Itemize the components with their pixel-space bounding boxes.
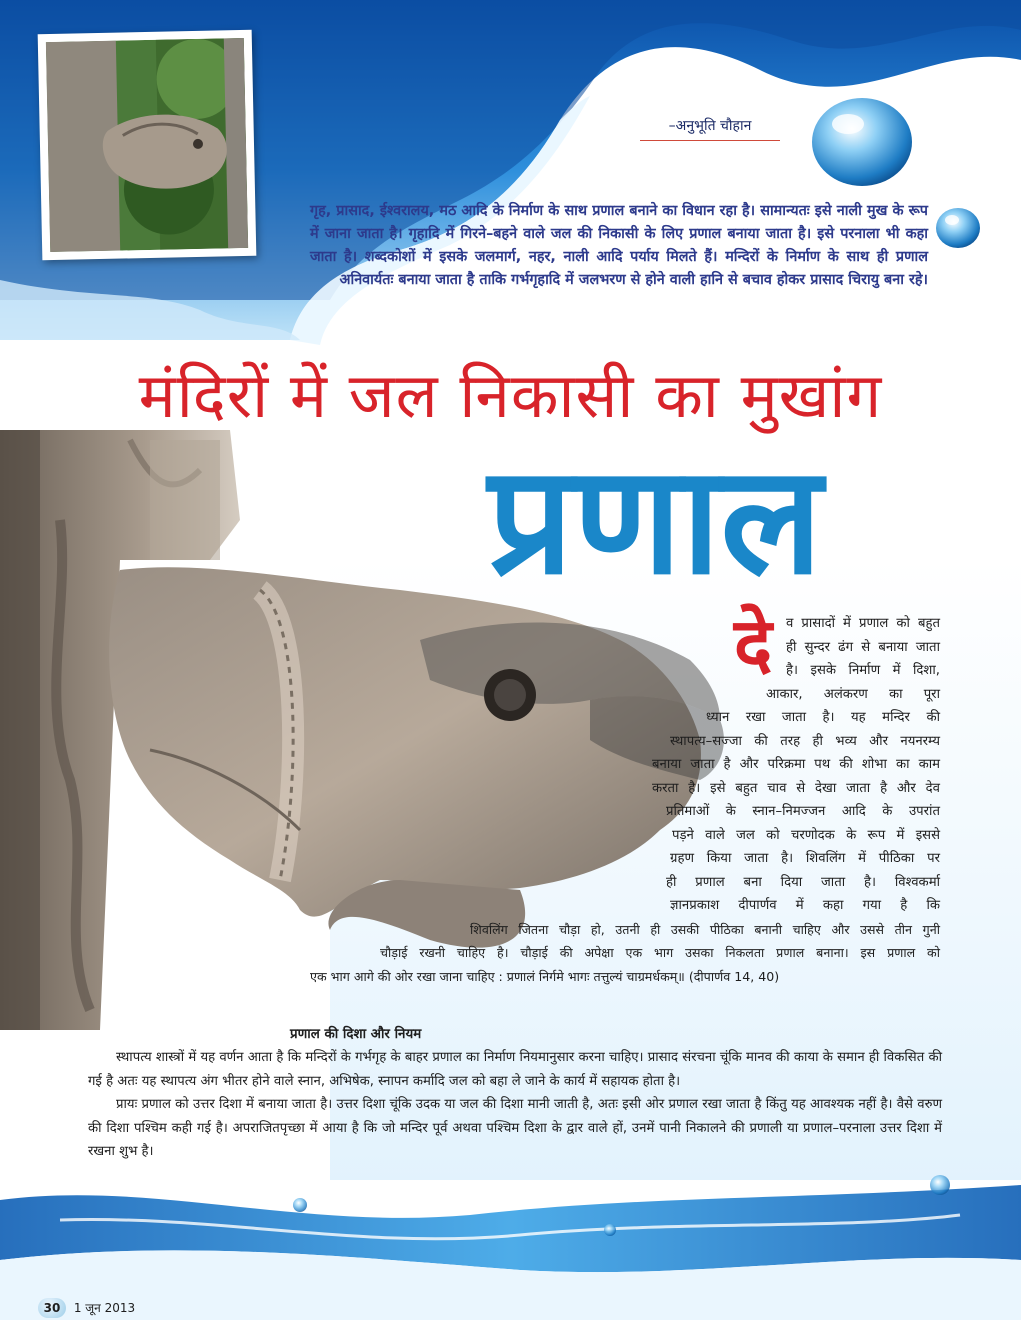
drop-cap: दे bbox=[734, 602, 773, 686]
stone-gargoyle-photo bbox=[46, 38, 248, 252]
section-body bbox=[88, 1046, 942, 1164]
author-byline: –अनुभूति चौहान bbox=[640, 116, 780, 141]
section-paragraph: प्रायः प्रणाल को उत्तर दिशा में बनाया जाता है। उत्तर दिशा चूंकि उदक या जल की दिशा मानी जाती है, अतः इसी ओर प्रणाल रखा जाता है किंतु यह आवश्यक नहीं है। वैसे वरुण की दिशा पश्चिम कही गई है। अपराजितपृच्छा में आया है कि जो मन्दिर पूर्व अथवा पश्चिम दिशा के द्वार वाले हों, उनमें पानी निकालने की प्रणाली या प्रणाल–परनाला उत्तर दिशा में रखना शुभ है। bbox=[88, 1097, 942, 1159]
headline: मंदिरों में जल निकासी का मुखांग bbox=[138, 359, 883, 432]
article-line: ज्ञानप्रकाश दीपार्णव में कहा गया है कि bbox=[670, 898, 940, 913]
article-line: आकार, अलंकरण का पूरा bbox=[766, 686, 940, 702]
article-line: ध्यान रखा जाता है। यह मन्दिर की bbox=[706, 710, 940, 725]
article-line: एक भाग आगे की ओर रखा जाना चाहिए : प्रणालं निर्गमे भागः तत्तुल्यं चाग्रमर्धकम्॥ (दीपार्णव 14, 40) bbox=[310, 968, 780, 984]
article-line: व प्रासादों में प्रणाल को बहुत bbox=[786, 616, 940, 631]
article-line: ही सुन्दर ढंग से बनाया जाता bbox=[786, 639, 940, 655]
article-line: करता है। इसे बहुत चाव से देखा जाता है और देव bbox=[652, 780, 940, 796]
intro-paragraph: गृह, प्रासाद, ईश्वरालय, मठ आदि के निर्माण के साथ प्रणाल बनाने का विधान रहा है। सामान्यतः इसे नाली मुख के रूप में जाना जाता है। गृहादि में गिरने–बहने वाले जल की निकासी के लिए प्रणाल बनाया जाता है। इसे परनाला भी कहा जाता है। शब्दकोशों में इसके जलमार्ग, नहर, नाली आदि पर्याय मिलते हैं। मन्दिरों के निर्माण के साथ ही प्रणाल अनिवार्यतः बनाया जाता है ताकि गर्भगृहादि में जलभरण से होने वाली हानि से बचाव होकर प्रासाद चिरायु बना रहे। bbox=[310, 203, 928, 288]
article-line: प्रतिमाओं के स्नान–निमज्जन आदि के उपरांत bbox=[666, 804, 940, 819]
section-heading: प्रणाल की दिशा और नियम bbox=[290, 1027, 422, 1042]
article-line: पड़ने वाले जल को चरणोदक के रूप में इससे bbox=[672, 827, 940, 843]
article-line: स्थापत्य–सज्जा की तरह ही भव्य और नयनरम्य bbox=[670, 733, 940, 749]
article-body bbox=[0, 612, 1021, 988]
article-line: चौड़ाई रखनी चाहिए है। चौड़ाई की अपेक्षा एक भाग उसका निकलता प्रणाल बनाना। इस प्रणाल को bbox=[380, 945, 940, 960]
article-line: है। इसके निर्माण में दिशा, bbox=[786, 663, 940, 678]
article-line: ही प्रणाल बना दिया जाता है। विश्वकर्मा bbox=[666, 874, 940, 890]
page-footer bbox=[38, 1298, 135, 1318]
article-line: बनाया जाता है और परिक्रमा पथ की शोभा का काम bbox=[652, 757, 940, 772]
article-line: ग्रहण किया जाता है। शिवलिंग में पीठिका पर bbox=[670, 851, 940, 866]
section-paragraph: स्थापत्य शास्त्रों में यह वर्णन आता है कि मन्दिरों के गर्भगृह के बाहर प्रणाल का निर्माण नियमानुसार करना चाहिए। प्रासाद संरचना चूंकि मानव की काया के समान ही विकसित की गई है अतः यह स्थापत्य अंग भीतर होने वाले स्नान, अभिषेक, स्नापन कर्मादि जल को बहा ले जाने के कार्य में सहायक होता है। bbox=[88, 1050, 942, 1089]
main-title: प्रणाल bbox=[487, 434, 823, 608]
issue-date: 1 जून 2013 bbox=[73, 1301, 136, 1315]
top-photo bbox=[38, 30, 257, 260]
article-line: शिवलिंग जितना चौड़ा हो, उतनी ही उसकी पीठिका बनानी चाहिए और उससे तीन गुनी bbox=[470, 921, 940, 937]
page-number: 30 bbox=[38, 1298, 66, 1318]
